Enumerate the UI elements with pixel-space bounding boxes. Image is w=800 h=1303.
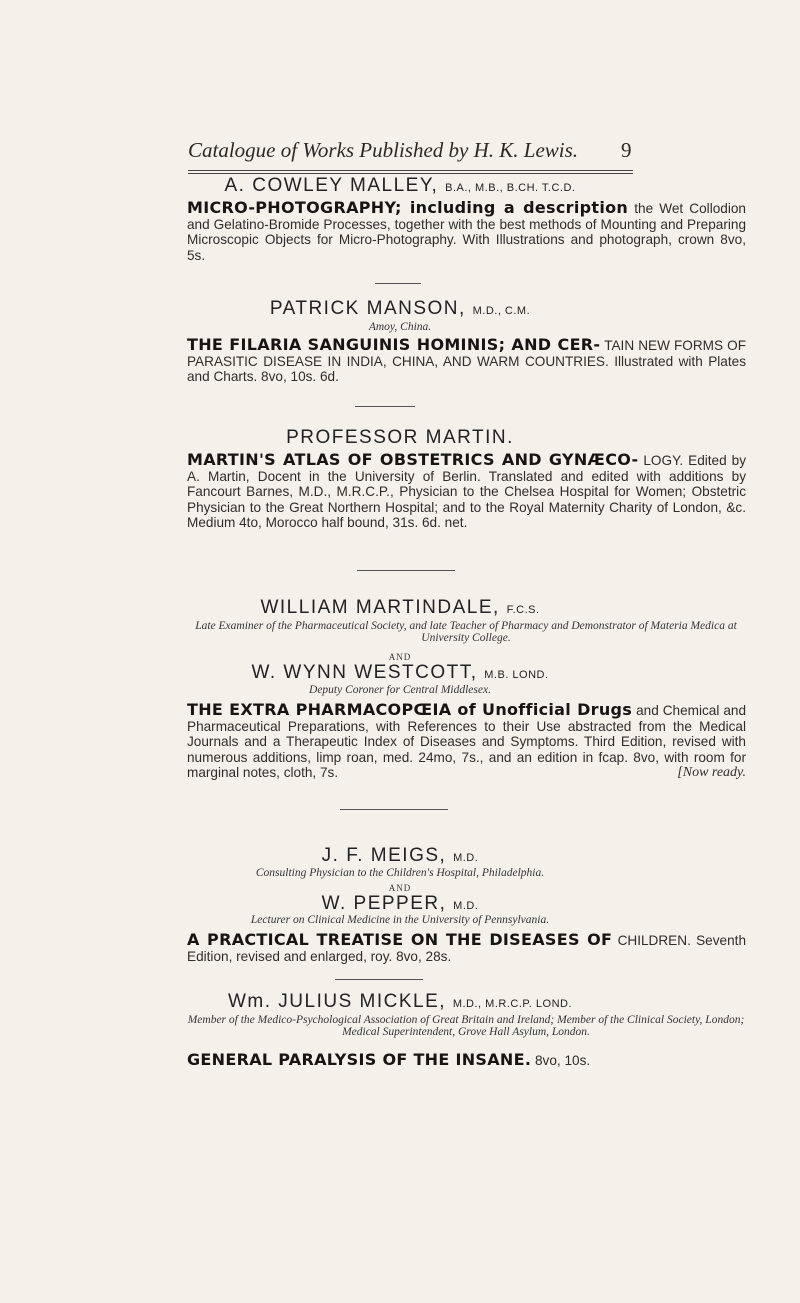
entry-author: J. F. MEIGS, M.D.	[321, 845, 479, 866]
entry-author: Wm. JULIUS MICKLE, M.D., M.R.C.P. LOND.	[227, 991, 573, 1012]
header-rule-second	[188, 173, 633, 174]
entry-title: MICRO-PHOTOGRAPHY; including a description	[187, 198, 629, 217]
entry-description: LOGY. Edited by A. Martin, Docent in the University of Berlin. Translated and edited with additions by Fancourt Barnes, M.D., M.R.C.P., Physician to the Chelsea Hospital for Women; Obstetric Physician to the Great Northern Hospital; and to the Royal Maternity Charity of London, &c. Medium 4to, Morocco half bound, 31s. 6d. net.	[187, 453, 746, 531]
running-header	[188, 138, 788, 163]
entry-description: CHILDREN. Seventh Edition, revised and enlarged, roy. 8vo, 28s.	[187, 933, 746, 964]
and-separator: AND	[388, 883, 412, 893]
entry-description: and Chemical and Pharmaceutical Preparations, with References to their Use abstracted from the Medical Journals and a Therapeutic Index of Diseases and Symptoms. Third Edition, revised with numerous additions, limp roan, med. 24mo, 7s., and an edition in fcap. 8vo, with room for marginal notes, cloth, 7s.	[187, 703, 747, 781]
entry-title: MARTIN'S ATLAS OF OBSTETRICS AND GYNÆCO-	[187, 450, 639, 469]
entry-title: THE FILARIA SANGUINIS HOMINIS; AND CER-	[187, 335, 601, 354]
entry-author: PATRICK MANSON, M.D., C.M.	[269, 298, 531, 319]
separator	[357, 570, 455, 571]
separator	[355, 406, 415, 407]
author-location: Amoy, China.	[368, 321, 432, 333]
entry-author: PROFESSOR MARTIN.	[286, 427, 514, 448]
separator	[340, 809, 448, 810]
entry-description: TAIN NEW FORMS OF PARASITIC DISEASE IN INDIA, CHINA, AND WARM COUNTRIES. Illustrated with Plates and Charts. 8vo, 10s. 6d.	[187, 338, 746, 385]
entry-text	[187, 1052, 746, 1069]
status-note: [Now ready.	[677, 765, 746, 781]
entry-description: the Wet Collodion and Gelatino-Bromide Processes, together with the best methods of Mounting and Preparing Microscopic Objects for Micro-Photography. With Illustrations and photograph, crown 8vo, 5s.	[187, 201, 746, 263]
coauthor: W. WYNN WESTCOTT, M.B. LOND.	[251, 662, 549, 683]
separator	[335, 979, 423, 980]
entry-author: A. COWLEY MALLEY, B.A., M.B., B.CH. T.C.D.	[224, 175, 576, 196]
entry-author: WILLIAM MARTINDALE, F.C.S.	[260, 597, 540, 618]
separator	[375, 283, 421, 284]
and-separator: AND	[388, 652, 412, 662]
entry-text	[187, 702, 746, 781]
author-note: Consulting Physician to the Children's Hospital, Philadelphia.	[255, 867, 545, 879]
entry-text	[187, 932, 746, 964]
entry-description: 8vo, 10s.	[535, 1053, 591, 1068]
page-number: 9	[621, 138, 632, 162]
coauthor: W. PEPPER, M.D.	[321, 893, 479, 914]
header-rule	[188, 170, 633, 171]
entry-title: THE EXTRA PHARMACOPŒIA of Unofficial Drugs	[187, 700, 633, 719]
author-note: Late Examiner of the Pharmaceutical Society, and late Teacher of Pharmacy and Demonstrator of Materia Medica at University College.	[195, 620, 737, 644]
entry-text	[187, 337, 746, 385]
entry-title: A PRACTICAL TREATISE ON THE DISEASES OF	[187, 930, 613, 949]
header-title: Catalogue of Works Published by H. K. Lewis.	[188, 138, 579, 162]
entry-text	[187, 200, 746, 263]
entry-title: GENERAL PARALYSIS OF THE INSANE.	[187, 1050, 532, 1069]
coauthor-note: Lecturer on Clinical Medicine in the University of Pennsylvania.	[250, 914, 550, 926]
coauthor-note: Deputy Coroner for Central Middlesex.	[309, 684, 491, 696]
entry-text	[187, 452, 746, 531]
author-note: Member of the Medico-Psychological Association of Great Britain and Ireland; Member of the Clinical Society, London; Medical Superintendent, Grove Hall Asylum, London.	[187, 1014, 745, 1038]
